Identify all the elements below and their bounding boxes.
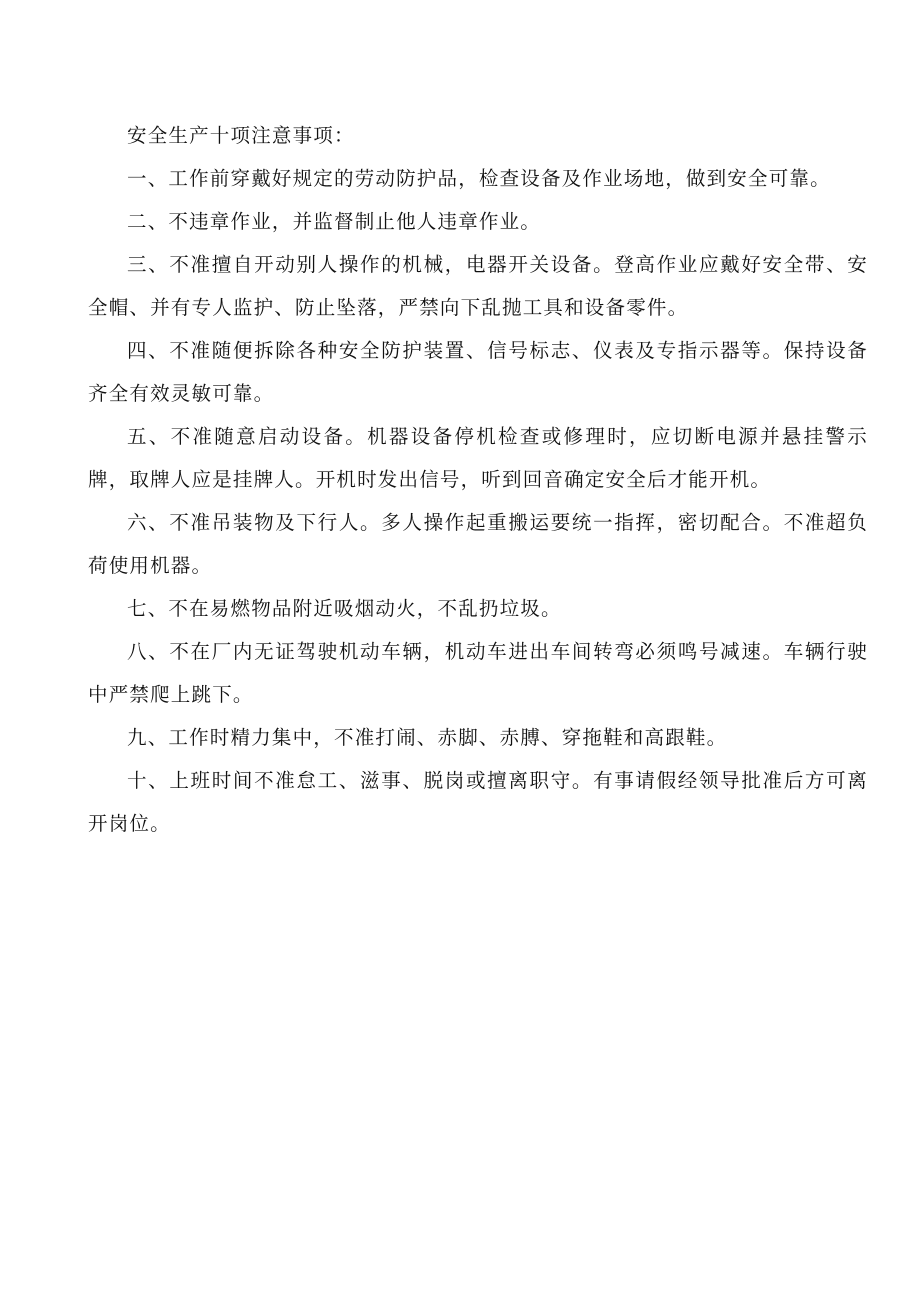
rule-item-9: 九、工作时精力集中，不准打闹、赤脚、赤膊、穿拖鞋和高跟鞋。 — [127, 726, 728, 749]
rule-item-1: 一、工作前穿戴好规定的劳动防护品，检查设备及作业场地，做到安全可靠。 — [127, 167, 831, 190]
rule-item-10: 十、上班时间不准怠工、滋事、脱岗或擅离职守。有事请假经领导批准后方可离开岗位。 — [88, 769, 868, 835]
document-body — [88, 114, 868, 845]
rule-item-6: 六、不准吊装物及下行人。多人操作起重搬运要统一指挥，密切配合。不准超负荷使用机器。 — [88, 511, 868, 577]
document-title: 安全生产十项注意事项： — [127, 124, 355, 147]
rule-item-2: 二、不违章作业，并监督制止他人违章作业。 — [127, 210, 542, 233]
rule-item-4: 四、不准随便拆除各种安全防护装置、信号标志、仪表及专指示器等。保持设备齐全有效灵敏可靠。 — [88, 339, 868, 405]
rule-item-7: 七、不在易燃物品附近吸烟动火，不乱扔垃圾。 — [127, 597, 562, 620]
rule-item-3: 三、不准擅自开动别人操作的机械，电器开关设备。登高作业应戴好安全带、安全帽、并有专人监护、防止坠落，严禁向下乱抛工具和设备零件。 — [88, 253, 868, 319]
rule-item-8: 八、不在厂内无证驾驶机动车辆，机动车进出车间转弯必须鸣号减速。车辆行驶中严禁爬上跳下。 — [88, 640, 868, 706]
rule-item-5: 五、不准随意启动设备。机器设备停机检查或修理时，应切断电源并悬挂警示牌，取牌人应是挂牌人。开机时发出信号，听到回音确定安全后才能开机。 — [88, 425, 868, 491]
